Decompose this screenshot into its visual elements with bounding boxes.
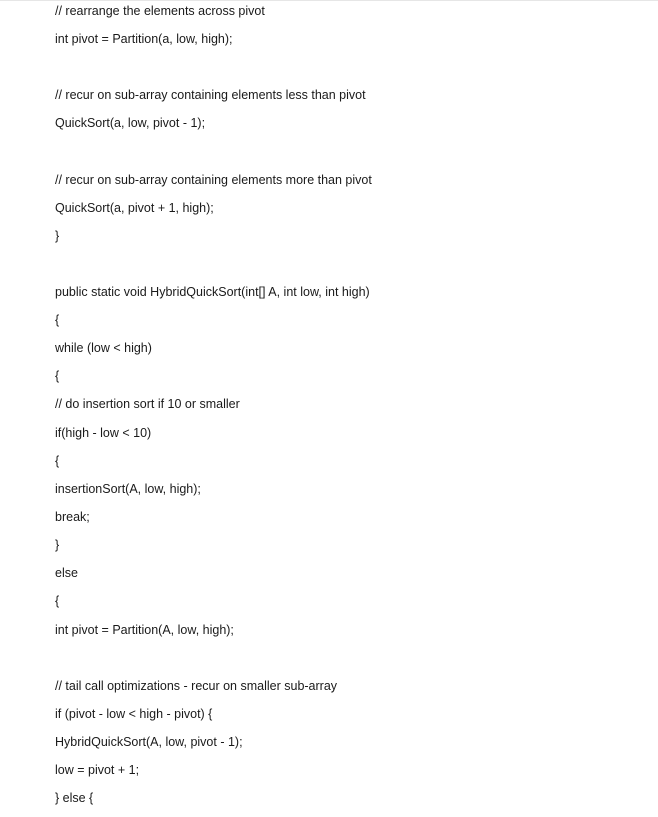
code-line: if (pivot - low < high - pivot) { — [55, 707, 213, 721]
code-line: QuickSort(a, pivot + 1, high); — [55, 201, 214, 215]
code-line: } else { — [55, 791, 94, 805]
code-line: int pivot = Partition(A, low, high); — [55, 623, 234, 637]
code-line: HybridQuickSort(A, low, pivot - 1); — [55, 735, 243, 749]
top-border — [0, 0, 658, 1]
code-line: low = pivot + 1; — [55, 763, 140, 777]
code-line: // rearrange the elements across pivot — [55, 4, 265, 18]
code-line: if(high - low < 10) — [55, 426, 152, 440]
code-line: // do insertion sort if 10 or smaller — [55, 397, 240, 411]
code-line: } — [55, 229, 60, 243]
code-line: } — [55, 538, 60, 552]
code-line: { — [55, 594, 60, 608]
code-line: int pivot = Partition(a, low, high); — [55, 32, 233, 46]
code-line: { — [55, 313, 60, 327]
code-line: break; — [55, 510, 90, 524]
code-line: // tail call optimizations - recur on smaller sub-array — [55, 679, 338, 693]
code-line: public static void HybridQuickSort(int[] A, int low, int high) — [55, 285, 370, 299]
code-line: else — [55, 566, 78, 580]
code-line: // recur on sub-array containing elements less than pivot — [55, 88, 366, 102]
code-line: insertionSort(A, low, high); — [55, 482, 201, 496]
code-line: // recur on sub-array containing elements more than pivot — [55, 173, 372, 187]
code-line: QuickSort(a, low, pivot - 1); — [55, 116, 206, 130]
code-line: while (low < high) — [55, 341, 152, 355]
code-line: { — [55, 369, 60, 383]
code-line: { — [55, 454, 60, 468]
